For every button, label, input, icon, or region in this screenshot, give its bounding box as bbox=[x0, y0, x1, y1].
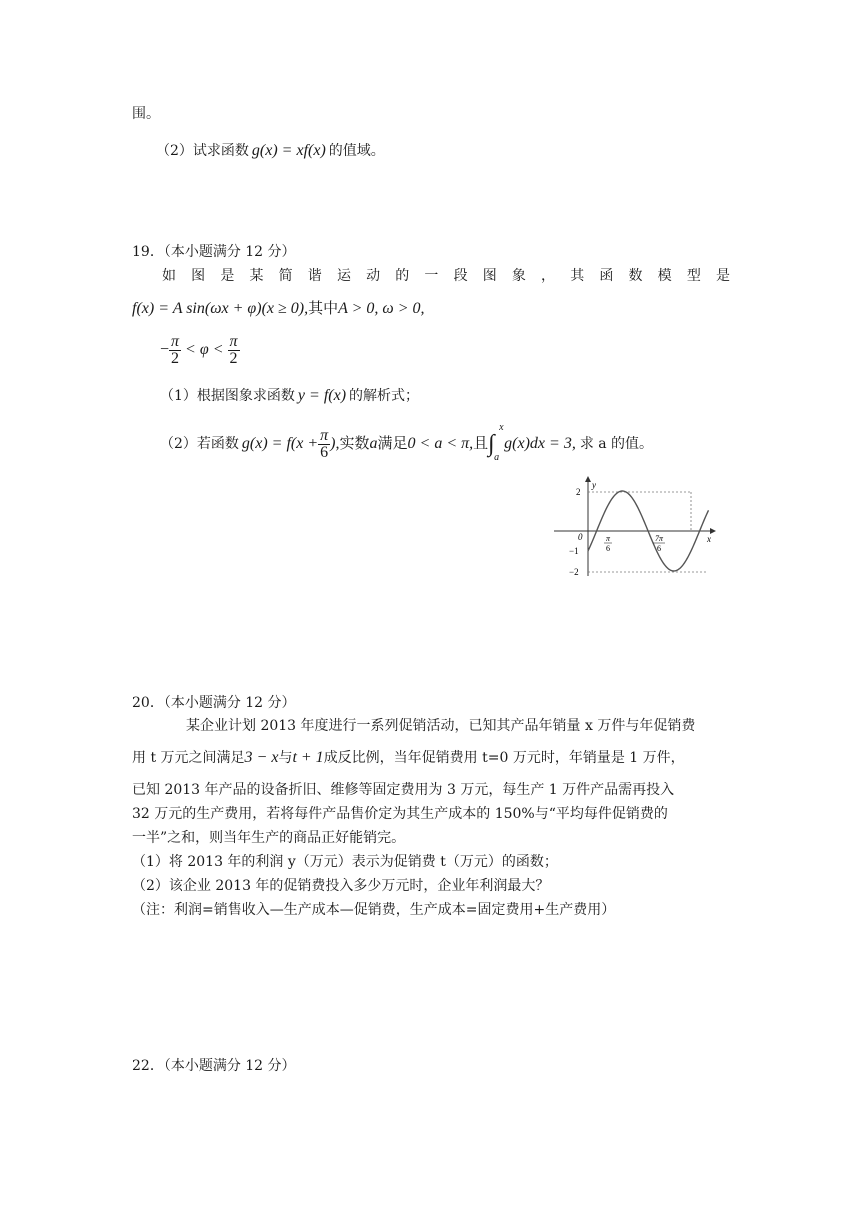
q19-phi-range bbox=[160, 333, 240, 367]
q20-header: 20．（本小题满分 12 分） bbox=[132, 695, 296, 711]
graph-ytick-neg2: −2 bbox=[569, 567, 579, 577]
q20-line2-a: 用 t 万元之间满足 bbox=[132, 750, 245, 766]
q19-intro-char: ， bbox=[541, 268, 556, 284]
q20-line3: 已知 2013 年产品的设备折旧、维修等固定费用为 3 万元，每生产 1 万件产品需再投入 bbox=[132, 782, 675, 798]
q19-part2-frac bbox=[318, 428, 330, 461]
q20-line2-f2: t + 1 bbox=[292, 749, 324, 766]
q19-phi-frac-left bbox=[169, 334, 181, 367]
sine-graph bbox=[554, 476, 720, 580]
q19-phi-frac-left-num: π bbox=[171, 332, 180, 350]
q19-part2-a: a bbox=[369, 435, 378, 452]
q19-part2 bbox=[160, 422, 654, 463]
q19-phi-frac-right bbox=[228, 334, 240, 367]
graph-xtick-1-num: π bbox=[605, 534, 611, 543]
q19-intro-char: 模 bbox=[657, 268, 672, 284]
q20-line5: 一半”之和，则当年生产的商品正好能销完。 bbox=[132, 830, 406, 846]
q19-intro-char: 一 bbox=[424, 268, 439, 284]
q19-model-cond-word: 其中 bbox=[308, 299, 339, 317]
q19-model bbox=[132, 298, 425, 319]
graph-ytick-neg1: −1 bbox=[569, 546, 579, 556]
q20-line4: 32 万元的生产费用，若将每件产品售价定为其生产成本的 150%与“平均每件促销费的 bbox=[132, 806, 668, 822]
q19-part2-frac-num: π bbox=[320, 426, 329, 444]
q19-phi-frac-right-num: π bbox=[229, 332, 238, 350]
q20-line2-b: 成反比例，当年促销费用 t=0 万元时，年销量是 1 万件， bbox=[323, 750, 685, 766]
graph-origin-label: 0 bbox=[578, 532, 583, 542]
q19-intro-char: 图 bbox=[482, 268, 497, 284]
q19-intro-char: 数 bbox=[628, 268, 643, 284]
q19-intro-char: 某 bbox=[249, 268, 264, 284]
graph-xtick-1-den: 6 bbox=[606, 544, 610, 553]
q19-intro-char: 谐 bbox=[307, 268, 322, 284]
q19-model-cond: A > 0, ω > 0, bbox=[338, 300, 425, 317]
graph-y-label: y bbox=[592, 480, 596, 490]
integral-lower-limit: a bbox=[494, 452, 500, 463]
q19-intro bbox=[162, 266, 730, 286]
q19-part1-suffix: 的解析式； bbox=[349, 388, 420, 404]
q19-model-formula: f(x) = A sin(ωx + φ)(x ≥ 0), bbox=[132, 300, 309, 317]
q19-intro-char: 运 bbox=[336, 268, 351, 284]
q20-line2-w: 与 bbox=[278, 750, 293, 766]
q19-intro-char: 其 bbox=[570, 268, 585, 284]
q20-part2: （2）该企业 2013 年的促销费投入多少万元时，企业年利润最大？ bbox=[132, 878, 550, 894]
q19-phi-frac-left-den: 2 bbox=[171, 349, 180, 367]
q19-part2-g: g(x) = f(x + bbox=[241, 435, 319, 452]
q19-part2-word3: 且 bbox=[473, 434, 489, 452]
q19-part2-word2: 满足 bbox=[377, 434, 408, 452]
graph-ytick-2: 2 bbox=[576, 487, 581, 497]
q20-line2 bbox=[132, 748, 685, 768]
q19-intro-char: 象 bbox=[511, 268, 526, 284]
q19-part2-end: 求 a 的值。 bbox=[579, 436, 654, 452]
q19-intro-char: 如 bbox=[162, 268, 176, 284]
q19-intro-char: 简 bbox=[278, 268, 293, 284]
q19-part1-formula: y = f(x) bbox=[297, 387, 347, 404]
q18-part2-suffix: 的值域。 bbox=[328, 143, 385, 159]
integral-sign: ∫ x a bbox=[488, 422, 504, 463]
q19-part2-word1: 实数 bbox=[339, 434, 370, 452]
q19-phi-frac-right-den: 2 bbox=[229, 349, 238, 367]
graph-x-label: x bbox=[707, 534, 711, 544]
q19-part2-int-body: g(x)dx = 3, bbox=[504, 435, 576, 452]
q18-part2-prefix: （2）试求函数 bbox=[156, 143, 249, 159]
q19-part2-range: 0 < a < π, bbox=[407, 435, 474, 452]
integral-upper-limit: x bbox=[499, 422, 504, 433]
q20-line1: 某企业计划 2013 年度进行一系列促销活动，已知其产品年销量 x 万件与年促销费 bbox=[186, 718, 696, 734]
graph-xtick-2-den: 6 bbox=[657, 544, 661, 553]
q18-part2 bbox=[156, 141, 385, 161]
q19-part2-frac-den: 6 bbox=[320, 443, 329, 461]
q20-line2-f1: 3 − x bbox=[244, 749, 279, 766]
graph-y-arrow-icon bbox=[585, 476, 591, 482]
q19-intro-char: 型 bbox=[686, 268, 701, 284]
q19-phi-minus: − bbox=[160, 341, 170, 358]
q22-header: 22．（本小题满分 12 分） bbox=[132, 1058, 296, 1074]
q19-intro-char: 的 bbox=[395, 268, 410, 284]
graph-xtick-2-num: 7π bbox=[654, 534, 664, 543]
q19-intro-char: 函 bbox=[599, 268, 614, 284]
q18-tail: 围。 bbox=[132, 106, 160, 122]
q19-intro-char: 图 bbox=[191, 268, 206, 284]
q19-intro-char: 是 bbox=[220, 268, 235, 284]
q20-note: （注：利润=销售收入—生产成本—促销费，生产成本=固定费用+生产费用） bbox=[132, 902, 616, 918]
q19-intro-char: 动 bbox=[366, 268, 381, 284]
q19-part2-prefix: （2）若函数 bbox=[160, 436, 239, 452]
q19-part2-close: ), bbox=[330, 435, 340, 452]
q19-header: 19．（本小题满分 12 分） bbox=[132, 244, 296, 260]
q19-part1-prefix: （1）根据图象求函数 bbox=[160, 388, 295, 404]
q19-phi-mid: < φ < bbox=[185, 341, 224, 358]
q20-part1: （1）将 2013 年的利润 y（万元）表示为促销费 t（万元）的函数； bbox=[132, 854, 558, 870]
q19-intro-char: 是 bbox=[715, 268, 730, 284]
q19-part1 bbox=[160, 386, 419, 406]
q19-intro-char: 段 bbox=[453, 268, 468, 284]
q18-part2-formula: g(x) = xf(x) bbox=[251, 142, 326, 159]
